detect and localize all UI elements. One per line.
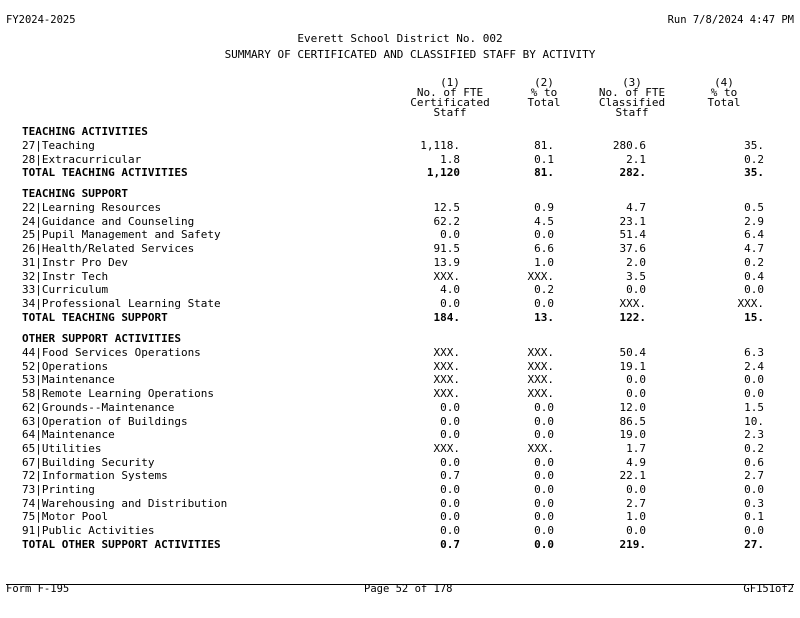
col-header-num: (3) bbox=[622, 76, 642, 89]
cell-certificated-pct: XXX. bbox=[527, 373, 554, 387]
cell-classified-pct: 0.3 bbox=[744, 496, 764, 510]
cell-classified-pct: 0.2 bbox=[744, 441, 764, 455]
cell-certificated-pct: 0.0 bbox=[534, 469, 554, 483]
form-number: Form F-195 bbox=[6, 583, 70, 595]
cell-certificated-fte: 0.0 bbox=[440, 428, 460, 442]
cell-classified-pct: 0.2 bbox=[744, 152, 764, 166]
cell-classified-pct: 35. bbox=[744, 139, 764, 152]
col-header-line: Total bbox=[707, 96, 741, 109]
cell-classified-fte: 282. bbox=[619, 166, 646, 180]
total-row bbox=[0, 167, 800, 181]
table-row bbox=[0, 140, 800, 154]
cell-certificated-fte: 0.0 bbox=[440, 296, 460, 310]
row-label: 62|Grounds--Maintenance bbox=[22, 400, 175, 414]
cell-certificated-pct: 0.2 bbox=[534, 283, 554, 297]
table-row bbox=[0, 525, 800, 539]
cell-classified-pct: 27. bbox=[744, 537, 764, 551]
row-label: 27|Teaching bbox=[22, 139, 95, 152]
cell-classified-pct: 0.0 bbox=[744, 483, 764, 496]
table-row bbox=[0, 361, 800, 375]
cell-certificated-fte: 0.0 bbox=[440, 414, 460, 428]
total-label: TOTAL OTHER SUPPORT ACTIVITIES bbox=[22, 537, 221, 551]
table-row bbox=[0, 429, 800, 443]
col-header-line: No. of FTE bbox=[416, 86, 484, 99]
table-row bbox=[0, 402, 800, 416]
cell-certificated-fte: XXX. bbox=[433, 346, 460, 359]
cell-classified-pct: 0.1 bbox=[744, 510, 764, 524]
cell-classified-pct: 2.4 bbox=[744, 359, 764, 373]
col-header-line: % to bbox=[530, 86, 558, 99]
row-label: 44|Food Services Operations bbox=[22, 346, 201, 359]
cell-certificated-pct: 0.0 bbox=[534, 296, 554, 310]
cell-classified-fte: 0.0 bbox=[626, 483, 646, 496]
fiscal-year: FY2024-2025 bbox=[6, 14, 76, 26]
cell-classified-pct: 4.7 bbox=[744, 242, 764, 256]
col-header-num: (2) bbox=[534, 76, 554, 89]
row-label: 74|Warehousing and Distribution bbox=[22, 496, 228, 510]
col-header-line: Staff bbox=[615, 106, 649, 119]
cell-classified-fte: 4.9 bbox=[626, 455, 646, 469]
row-label: 73|Printing bbox=[22, 483, 95, 496]
table-row bbox=[0, 443, 800, 457]
col-header-line: Staff bbox=[433, 106, 467, 119]
cell-certificated-pct: XXX. bbox=[527, 269, 554, 283]
cell-certificated-fte: 1.8 bbox=[440, 152, 460, 166]
cell-classified-pct: 2.7 bbox=[744, 469, 764, 483]
cell-classified-fte: 3.5 bbox=[626, 269, 646, 283]
table-row bbox=[0, 498, 800, 512]
cell-classified-pct: 0.5 bbox=[744, 201, 764, 214]
cell-certificated-fte: 0.0 bbox=[440, 524, 460, 538]
section-title: TEACHING SUPPORT bbox=[22, 187, 128, 200]
col-header-classified-pct bbox=[694, 78, 754, 108]
table-row bbox=[0, 416, 800, 430]
col-header-line: No. of FTE bbox=[598, 86, 666, 99]
cell-classified-pct: 15. bbox=[744, 310, 764, 324]
cell-classified-pct: 2.9 bbox=[744, 214, 764, 228]
cell-certificated-pct: 0.0 bbox=[534, 228, 554, 242]
cell-certificated-fte: 13.9 bbox=[433, 255, 460, 269]
cell-certificated-pct: 0.0 bbox=[534, 428, 554, 442]
cell-classified-pct: 0.0 bbox=[744, 373, 764, 387]
table-row bbox=[0, 374, 800, 388]
cell-classified-fte: 1.7 bbox=[626, 441, 646, 455]
row-label: 75|Motor Pool bbox=[22, 510, 109, 524]
cell-certificated-fte: 0.0 bbox=[440, 228, 460, 242]
table-row bbox=[0, 511, 800, 525]
cell-classified-fte: 0.0 bbox=[626, 524, 646, 538]
cell-certificated-pct: 0.0 bbox=[534, 455, 554, 469]
report-code: GF151of2 bbox=[743, 583, 794, 595]
col-header-line: Total bbox=[527, 96, 561, 109]
cell-classified-fte: 2.0 bbox=[626, 255, 646, 269]
cell-classified-pct: XXX. bbox=[737, 296, 764, 310]
row-label: 67|Building Security bbox=[22, 455, 155, 469]
table-row bbox=[0, 484, 800, 498]
cell-classified-fte: 19.0 bbox=[619, 428, 646, 442]
cell-classified-fte: 2.1 bbox=[626, 152, 646, 166]
table-row bbox=[0, 284, 800, 298]
cell-certificated-fte: 0.0 bbox=[440, 455, 460, 469]
row-label: 72|Information Systems bbox=[22, 469, 168, 483]
cell-certificated-pct: 0.0 bbox=[534, 524, 554, 538]
cell-classified-pct: 0.4 bbox=[744, 269, 764, 283]
cell-classified-pct: 10. bbox=[744, 414, 764, 428]
cell-classified-fte: 280.6 bbox=[612, 139, 646, 152]
cell-certificated-pct: 0.0 bbox=[534, 537, 554, 551]
cell-certificated-pct: 6.6 bbox=[534, 242, 554, 256]
cell-classified-fte: 12.0 bbox=[619, 400, 646, 414]
cell-certificated-pct: 0.0 bbox=[534, 510, 554, 524]
cell-classified-pct: 2.3 bbox=[744, 428, 764, 442]
table-row bbox=[0, 202, 800, 216]
row-label: 64|Maintenance bbox=[22, 428, 115, 442]
cell-certificated-fte: 1,118. bbox=[420, 139, 460, 152]
row-label: 25|Pupil Management and Safety bbox=[22, 228, 221, 242]
cell-certificated-pct: 0.0 bbox=[534, 496, 554, 510]
col-header-line: Certificated bbox=[410, 96, 490, 109]
cell-classified-fte: 219. bbox=[619, 537, 646, 551]
cell-certificated-pct: XXX. bbox=[527, 346, 554, 359]
table-row bbox=[0, 154, 800, 168]
table-row bbox=[0, 229, 800, 243]
cell-certificated-pct: 0.0 bbox=[534, 414, 554, 428]
cell-classified-pct: 0.0 bbox=[744, 524, 764, 538]
cell-classified-fte: 51.4 bbox=[619, 228, 646, 242]
row-label: 26|Health/Related Services bbox=[22, 242, 195, 256]
cell-classified-fte: 19.1 bbox=[619, 359, 646, 373]
cell-certificated-pct: 0.9 bbox=[534, 201, 554, 214]
col-header-num: (1) bbox=[440, 76, 460, 89]
cell-classified-pct: 0.0 bbox=[744, 283, 764, 297]
table-row bbox=[0, 271, 800, 285]
section-title: OTHER SUPPORT ACTIVITIES bbox=[22, 332, 181, 345]
cell-certificated-fte: 0.0 bbox=[440, 400, 460, 414]
col-header-num: (4) bbox=[714, 76, 734, 89]
cell-certificated-pct: 0.0 bbox=[534, 483, 554, 496]
district-name: Everett School District No. 002 bbox=[297, 32, 503, 45]
cell-certificated-fte: 0.7 bbox=[440, 469, 460, 483]
cell-classified-pct: 0.6 bbox=[744, 455, 764, 469]
col-header-line: Classified bbox=[598, 96, 666, 109]
cell-certificated-fte: 1,120 bbox=[426, 166, 460, 180]
total-row bbox=[0, 539, 800, 553]
table-row bbox=[0, 257, 800, 271]
col-header-certificated-fte bbox=[410, 78, 490, 118]
cell-classified-pct: 0.0 bbox=[744, 387, 764, 401]
cell-certificated-pct: 81. bbox=[534, 166, 554, 180]
cell-certificated-fte: 4.0 bbox=[440, 283, 460, 297]
cell-certificated-pct: 4.5 bbox=[534, 214, 554, 228]
cell-certificated-fte: XXX. bbox=[433, 359, 460, 373]
cell-certificated-fte: 0.0 bbox=[440, 510, 460, 524]
row-label: 32|Instr Tech bbox=[22, 269, 109, 283]
total-label: TOTAL TEACHING ACTIVITIES bbox=[22, 166, 188, 180]
row-label: 28|Extracurricular bbox=[22, 152, 142, 166]
cell-classified-fte: 86.5 bbox=[619, 414, 646, 428]
cell-classified-fte: 22.1 bbox=[619, 469, 646, 483]
table-row bbox=[0, 347, 800, 361]
cell-certificated-fte: 184. bbox=[433, 310, 460, 324]
cell-certificated-pct: 1.0 bbox=[534, 255, 554, 269]
cell-certificated-pct: 0.1 bbox=[534, 152, 554, 166]
row-label: 33|Curriculum bbox=[22, 283, 109, 297]
row-label: 91|Public Activities bbox=[22, 524, 155, 538]
table-row bbox=[0, 298, 800, 312]
cell-classified-fte: 50.4 bbox=[619, 346, 646, 359]
row-label: 31|Instr Pro Dev bbox=[22, 255, 128, 269]
row-label: 58|Remote Learning Operations bbox=[22, 387, 215, 401]
row-label: 63|Operation of Buildings bbox=[22, 414, 188, 428]
row-label: 65|Utilities bbox=[22, 441, 102, 455]
col-header-certificated-pct bbox=[514, 78, 574, 108]
table-row bbox=[0, 388, 800, 402]
row-label: 24|Guidance and Counseling bbox=[22, 214, 195, 228]
cell-classified-fte: 2.7 bbox=[626, 496, 646, 510]
row-label: 53|Maintenance bbox=[22, 373, 115, 387]
table-row bbox=[0, 470, 800, 484]
page-number: Page 52 of 178 bbox=[364, 583, 453, 595]
cell-certificated-fte: 62.2 bbox=[433, 214, 460, 228]
cell-classified-fte: 0.0 bbox=[626, 283, 646, 297]
total-label: TOTAL TEACHING SUPPORT bbox=[22, 310, 168, 324]
table-row bbox=[0, 243, 800, 257]
cell-certificated-fte: 12.5 bbox=[433, 201, 460, 214]
cell-classified-pct: 6.4 bbox=[744, 228, 764, 242]
total-row bbox=[0, 312, 800, 326]
cell-certificated-fte: XXX. bbox=[433, 269, 460, 283]
cell-classified-fte: 1.0 bbox=[626, 510, 646, 524]
cell-certificated-fte: XXX. bbox=[433, 373, 460, 387]
cell-classified-fte: 37.6 bbox=[619, 242, 646, 256]
cell-classified-fte: 0.0 bbox=[626, 373, 646, 387]
cell-classified-fte: 122. bbox=[619, 310, 646, 324]
run-info: Run 7/8/2024 4:47 PM bbox=[667, 14, 794, 26]
col-header-classified-fte bbox=[592, 78, 672, 118]
cell-classified-fte: 4.7 bbox=[626, 201, 646, 214]
table-row bbox=[0, 216, 800, 230]
report-title: SUMMARY OF CERTIFICATED AND CLASSIFIED STAFF BY ACTIVITY bbox=[224, 48, 596, 61]
cell-certificated-fte: 91.5 bbox=[433, 242, 460, 256]
cell-certificated-fte: XXX. bbox=[433, 387, 460, 401]
cell-certificated-fte: 0.7 bbox=[440, 537, 460, 551]
cell-certificated-fte: XXX. bbox=[433, 441, 460, 455]
row-label: 34|Professional Learning State bbox=[22, 296, 221, 310]
cell-certificated-pct: XXX. bbox=[527, 441, 554, 455]
cell-classified-fte: 23.1 bbox=[619, 214, 646, 228]
cell-certificated-pct: XXX. bbox=[527, 387, 554, 401]
row-label: 52|Operations bbox=[22, 359, 109, 373]
cell-certificated-fte: 0.0 bbox=[440, 496, 460, 510]
table-row bbox=[0, 457, 800, 471]
section-title: TEACHING ACTIVITIES bbox=[22, 125, 148, 138]
cell-classified-fte: XXX. bbox=[619, 296, 646, 310]
cell-classified-pct: 1.5 bbox=[744, 400, 764, 414]
cell-classified-pct: 6.3 bbox=[744, 346, 764, 359]
row-label: 22|Learning Resources bbox=[22, 201, 162, 214]
cell-certificated-pct: 81. bbox=[534, 139, 554, 152]
col-header-line: % to bbox=[710, 86, 738, 99]
cell-classified-pct: 0.2 bbox=[744, 255, 764, 269]
cell-classified-fte: 0.0 bbox=[626, 387, 646, 401]
cell-certificated-pct: 0.0 bbox=[534, 400, 554, 414]
cell-certificated-pct: 13. bbox=[534, 310, 554, 324]
cell-certificated-pct: XXX. bbox=[527, 359, 554, 373]
cell-classified-pct: 35. bbox=[744, 166, 764, 180]
cell-certificated-fte: 0.0 bbox=[440, 483, 460, 496]
